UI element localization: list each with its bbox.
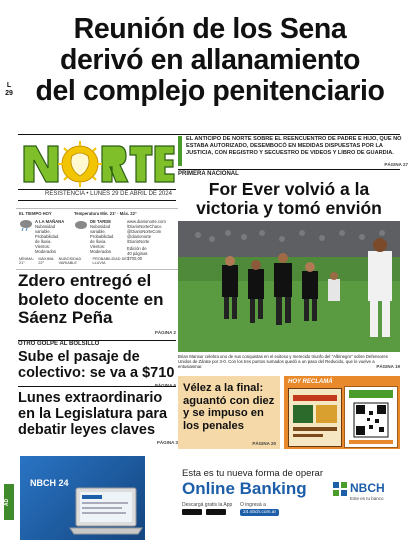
- sport-page: PÁGINA 19: [376, 364, 400, 370]
- story-colectivo-title: Sube el pasaje de colectivo: se va a $710: [18, 349, 175, 381]
- sport-title[interactable]: For Ever volvió a la victoria y tomó envión: [196, 179, 382, 218]
- ad-side-tab: AD: [4, 484, 14, 520]
- promo-label: HOY RECLAMÁ: [288, 379, 333, 385]
- story-legislatura[interactable]: [18, 390, 178, 451]
- ad-sub2: O ingresá a: [240, 502, 266, 508]
- contact-info: www.diarionorte.com /DiarioNorteChaco @DiarioNorteCom @diarionorte /DiarioNorte Edición de 40 páginas $700,00: [127, 219, 166, 261]
- sport-caption: Brian Mansur celebra uno de sus conquistas en el exitoso y merecido triunfo del "Albinegro" sobre Defensores Unidos de Zárate por 3-0. Con los tres puntos sumados quedó a un paso del Reducido, que lo vuelve a entusiasmar. PÁGINA 19: [178, 354, 400, 370]
- app-store-badge[interactable]: [206, 509, 226, 515]
- story-colectivo[interactable]: [18, 349, 176, 394]
- divider: [18, 134, 400, 135]
- weather-morning-label: A LA MAÑANA: [35, 219, 65, 224]
- ad-brand-right-sub: Este es tu banco: [350, 496, 384, 501]
- divider: [18, 386, 176, 387]
- ad-tagline: Esta es tu nueva forma de operar: [182, 468, 323, 479]
- ad-url[interactable]: 24.nbch.com.ar: [240, 509, 279, 516]
- story-zdero-page: PÁGINA 2: [154, 329, 176, 335]
- weather-temps: Temperatura Mín. 21° · Máx. 22°: [74, 211, 137, 216]
- edition-number: L 29: [5, 82, 13, 97]
- story-legislatura-page: PÁGINA 3: [156, 440, 178, 445]
- cloud-rain-icon: [19, 219, 33, 231]
- weather-summary: MÍNIMA: 21° MÁXIMA: 22° NUBOSIDAD VARIABLE PROBABILIDAD DE LLUVIA: [19, 257, 127, 266]
- laptop-icon: [68, 486, 144, 540]
- velez-page: PÁGINA 20: [252, 441, 276, 446]
- main-headline-line-2: derivó en allanamiento: [59, 44, 361, 76]
- ad-brand-right: NBCH: [350, 481, 385, 495]
- promo-box[interactable]: [284, 376, 400, 449]
- story-zdero[interactable]: [18, 272, 176, 342]
- velez-title: Vélez a la final: aguantó con diez y se impuso en los penales: [183, 382, 275, 432]
- divider: [18, 200, 176, 201]
- story-zdero-title: Zdero entregó el boleto docente en Sáenz Peña: [18, 271, 164, 327]
- top-story-page: PÁGINA 27: [384, 161, 408, 167]
- top-story-text: EL ANTICIPO DE NORTE SOBRE EL REENCUENTRO DE PADRE E HIJO, QUE NO ESTABA AUTORIZADO, DESEMBOCÓ EN MEDIDAS DISPUESTAS POR LA JUSTICIA, CON REGISTRO Y SECUESTRO DE VIDEOS Y LIBRO DE GUARDIA.: [186, 136, 402, 157]
- masthead-logo: [18, 138, 178, 188]
- google-play-badge[interactable]: [182, 509, 202, 515]
- main-headline-line-1: Reunión de los Sena: [73, 13, 347, 45]
- weather-box: EL TIEMPO HOY Temperatura Mín. 21° · Máx. 22° A LA MAÑANA Nubosidad variable. Probabilidad de lluvia. Vientos: Moderados DE TARDE Nubosidad variable. Probabilidad de lluvia. Vientos: Moderados www.diarionorte.com /DiarioNorteChaco @DiarioNorteCom @diarionorte /DiarioNorte Edición de 40 páginas $700,00 MÍNIMA: 21° MÁXIMA: 22° NUBOSIDAD VARIABLE PROBABILIDAD DE LLUVIA: [16, 208, 178, 270]
- sport-kicker: PRIMERA NACIONAL: [178, 171, 239, 177]
- ad-banner[interactable]: [0, 454, 420, 546]
- ad-image: [20, 456, 145, 540]
- ad-product: Online Banking: [182, 479, 307, 498]
- sport-photo: [178, 221, 400, 352]
- main-headline: [0, 14, 420, 107]
- divider: [18, 189, 176, 190]
- top-story: [178, 136, 408, 166]
- promo-qr: [344, 386, 398, 448]
- weather-afternoon-label: DE TARDE: [90, 219, 112, 224]
- weather-title: EL TIEMPO HOY: [19, 211, 52, 216]
- story-colectivo-kicker: OTRO GOLPE AL BOLSILLO: [18, 341, 100, 347]
- ad-sub1: Descargá gratis la App: [182, 502, 233, 508]
- velez-box[interactable]: [178, 376, 280, 449]
- main-headline-line-3: del complejo penitenciario: [35, 75, 385, 107]
- divider: [178, 169, 400, 170]
- ad-brand-left: NBCH 24: [30, 478, 69, 488]
- cloud-icon: [74, 219, 88, 231]
- date-line: RESISTENCIA • LUNES 29 DE ABRIL DE 2024: [45, 191, 172, 197]
- story-legislatura-title: Lunes extraordinario en la Legislatura para debatir leyes claves: [18, 390, 168, 438]
- promo-coupon: [288, 388, 342, 447]
- nbch-logo-icon: [333, 482, 347, 496]
